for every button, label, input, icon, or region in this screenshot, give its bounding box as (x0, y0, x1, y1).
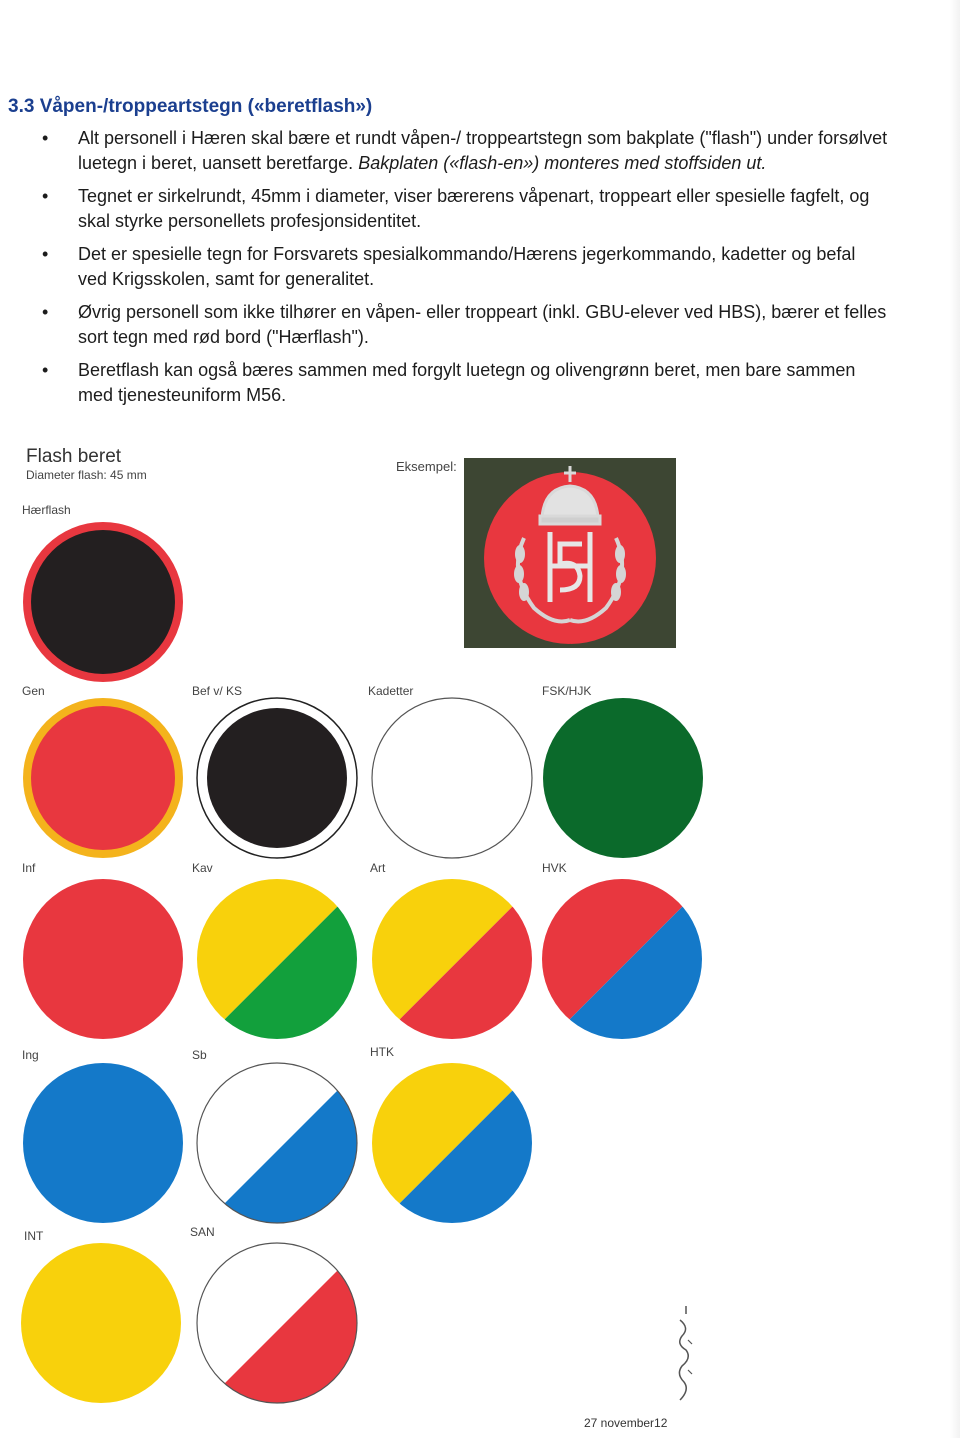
flash-label: Hærflash (22, 503, 71, 517)
flash-label: FSK/HJK (542, 684, 592, 698)
flash-disc (196, 1062, 358, 1224)
bullet-item (38, 300, 888, 350)
flash-label: Bef v/ KS (192, 684, 243, 698)
flash-svg (371, 878, 533, 1040)
signature-image (666, 1300, 696, 1410)
flash-svg (196, 1242, 358, 1404)
example-label: Eksempel: (396, 459, 457, 474)
flash-disc (22, 521, 184, 683)
bullet-text: Alt personell i Hæren skal bære et rundt våpen-/ troppeartstegn som bakplate ("flash") under forsølvet luetegn i beret, uansett beretfarge. (78, 128, 888, 173)
flash-center (31, 530, 175, 674)
flash-label: Art (370, 861, 386, 875)
flash-disc (371, 878, 533, 1040)
section-heading: 3.3 Våpen-/troppeartstegn («beretflash») (8, 96, 373, 117)
flash-svg (20, 1242, 182, 1404)
flash-svg (196, 1062, 358, 1224)
flash-label: INT (24, 1229, 44, 1243)
flash-svg (22, 878, 184, 1040)
flash-disc (371, 1062, 533, 1224)
page-edge-shadow (950, 0, 960, 1438)
flash-disc (196, 697, 358, 859)
flash-disc (22, 697, 184, 859)
bullet-item (38, 126, 888, 176)
bullet-text: Øvrig personell som ikke tilhører en våpen- eller troppeart (inkl. GBU-elever ved HBS), bærer et felles sort tegn med rød bord ("Hærflash"). (78, 302, 887, 347)
flash-label: Kav (192, 861, 213, 875)
flash-disc (542, 697, 704, 859)
flash-svg (196, 878, 358, 1040)
sheet-title: Flash beret (26, 446, 122, 467)
flash-svg (371, 697, 533, 859)
bullet-text: Det er spesielle tegn for Forsvarets spesialkommando/Hærens jegerkommando, kadetter og befal ved Krigsskolen, samt for generalitet. (78, 244, 856, 289)
flash-center (31, 706, 175, 850)
flash-svg (22, 1062, 184, 1224)
sheet-subtitle: Diameter flash: 45 mm (26, 468, 147, 482)
bullet-item (38, 358, 888, 408)
flash-label: Inf (22, 861, 36, 875)
bullet-dot: • (42, 302, 49, 322)
flash-disc (541, 878, 703, 1040)
example-badge-svg (464, 458, 676, 648)
footer-date: 27 november12 (584, 1416, 668, 1430)
bullet-text: Beretflash kan også bæres sammen med forgylt luetegn og olivengrønn beret, men bare sammen med tjenesteuniform M56. (78, 360, 856, 405)
flash-fill (23, 1063, 183, 1223)
flash-disc (196, 878, 358, 1040)
example-badge-image (464, 458, 676, 648)
bullet-dot: • (42, 186, 49, 206)
bullet-dot: • (42, 244, 49, 264)
bullet-text: Tegnet er sirkelrundt, 45mm i diameter, viser bærerens våpenart, troppeart eller spesielle fagfelt, og skal styrke personellets profesjonsidentitet. (78, 186, 870, 231)
flash-svg (541, 878, 703, 1040)
flash-fill (23, 879, 183, 1039)
flash-center (207, 708, 347, 848)
bullet-italic-text: Bakplaten («flash-en») monteres med stoffsiden ut. (358, 153, 767, 173)
bullet-dot: • (42, 360, 49, 380)
bullet-dot: • (42, 128, 49, 148)
flash-label: HVK (542, 861, 567, 875)
example-badge-text: H5 (569, 644, 571, 645)
bullet-list (38, 126, 888, 416)
flash-fill (543, 698, 703, 858)
flash-fill (21, 1243, 181, 1403)
flash-disc (20, 1242, 182, 1404)
flash-disc (22, 878, 184, 1040)
flash-svg (22, 697, 184, 859)
flash-label: Gen (22, 684, 45, 698)
flash-label: SAN (190, 1225, 215, 1239)
flash-disc (22, 1062, 184, 1224)
bullet-item (38, 184, 888, 234)
flash-disc (371, 697, 533, 859)
bullet-item (38, 242, 888, 292)
flash-svg (371, 1062, 533, 1224)
flash-label: Sb (192, 1048, 207, 1062)
flash-disc (196, 1242, 358, 1404)
flash-fill (372, 698, 532, 858)
flash-svg (22, 521, 184, 683)
flash-label: Kadetter (368, 684, 414, 698)
flash-svg (542, 697, 704, 859)
flash-svg (196, 697, 358, 859)
flash-label: HTK (370, 1045, 394, 1059)
flash-label: Ing (22, 1048, 39, 1062)
